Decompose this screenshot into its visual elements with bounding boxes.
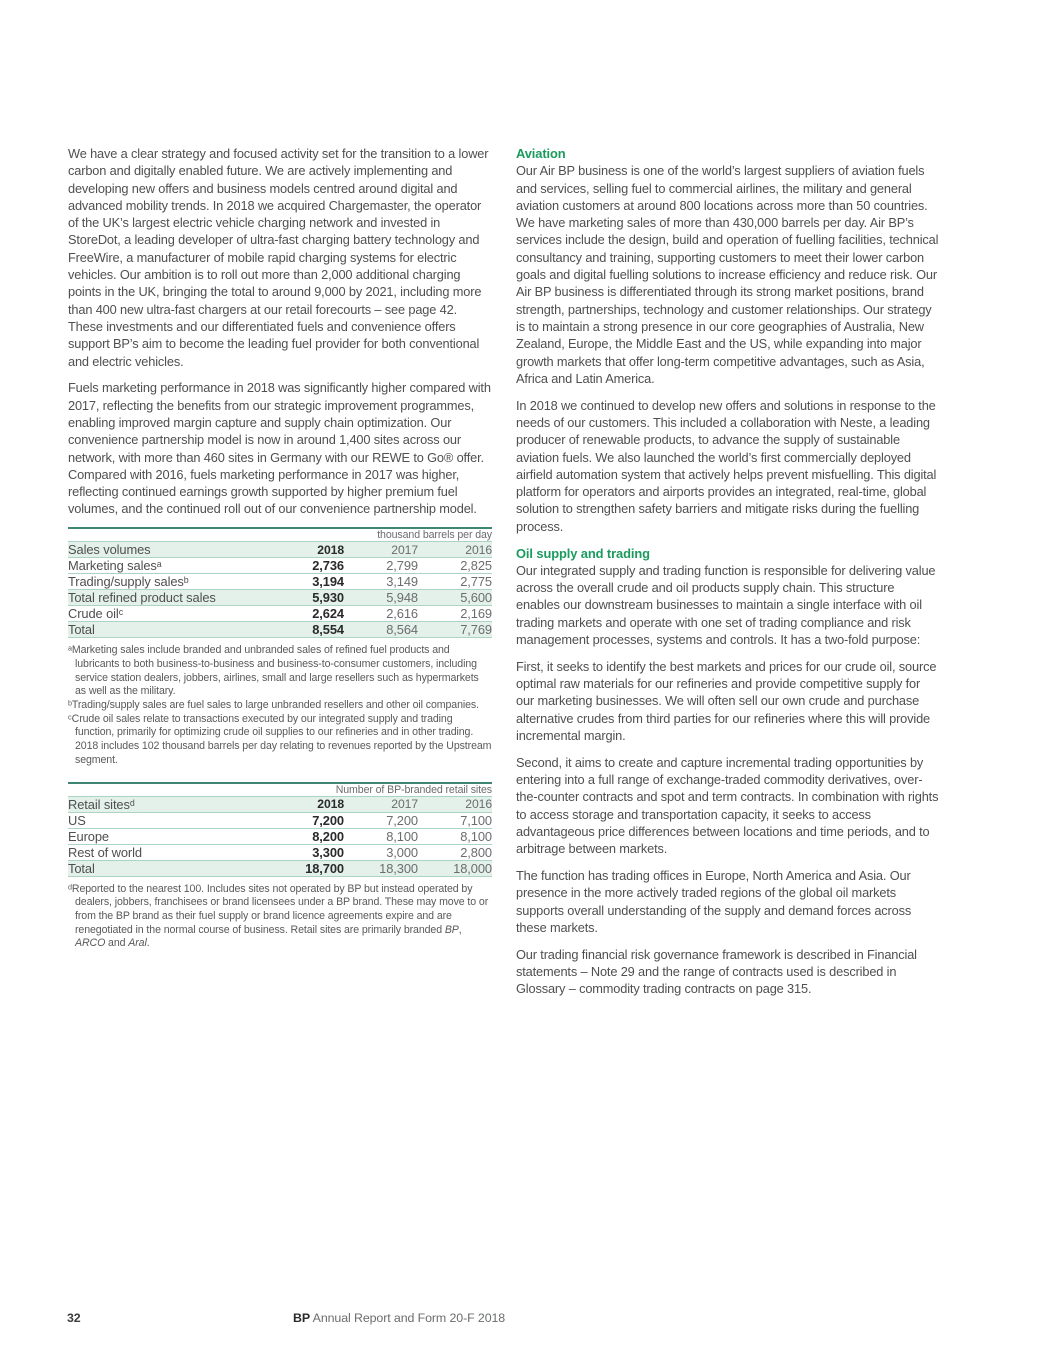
row-label: Total refined product sales	[68, 590, 254, 606]
value-2016: 8,100	[418, 828, 492, 844]
table-unit-row	[68, 783, 492, 797]
value-2017: 2,799	[344, 558, 418, 574]
report-title	[293, 1311, 505, 1325]
retail-table-footnotes	[68, 883, 492, 952]
value-2018: 3,194	[254, 574, 344, 590]
table-row-total	[68, 622, 492, 638]
row-label: Rest of world	[68, 844, 254, 860]
footnote-c	[68, 713, 492, 768]
table-row	[68, 844, 492, 860]
right-column	[516, 145, 940, 1007]
value-2016: 2,825	[418, 558, 492, 574]
footnote-text: Marketing sales include branded and unbranded sales of refined fuel products and lubricants to both business-to-business and business-to-consumer customers, including service station dealers, jobbers, airlines, small and large resellers such as hypermarkets as well as the military.	[71, 644, 479, 698]
row-label: US	[68, 812, 254, 828]
paragraph-fuels-marketing: Fuels marketing performance in 2018 was significantly higher compared with 2017, reflecting the benefits from our strategic improvement programmes, enabling improved margin capture and supply chain optimization. Our convenience partnership model is now in around 1,400 sites across our network, with more than 460 sites in Germany with our REWE to Go® offer. Compared with 2016, fuels marketing performance in 2017 was higher, reflecting continued earnings growth supported by higher premium fuel volumes, and the continued roll out of our convenience partnership model.	[68, 380, 491, 517]
year-header-2017: 2017	[344, 542, 418, 558]
retail-table-title: Retail sitesᵈ	[68, 796, 254, 812]
footnote-d: ᵈReported to the nearest 100. Includes sites not operated by BP but instead operated by dealers, jobbers, franchisees or brand licensees under a BP brand. These may move to or from the BP brand as their fuel supply or brand licence agreements expire and are renegotiated in the normal course of business. Retail sites are primarily branded BP, ARCO and Aral.	[68, 882, 489, 950]
footnote-marker: ᵇ	[68, 699, 72, 712]
table-row	[68, 812, 492, 828]
value-2016: 7,769	[418, 622, 492, 638]
footnote-marker: ᶜ	[68, 712, 72, 725]
value-2018: 8,554	[254, 622, 344, 638]
value-2017: 3,149	[344, 574, 418, 590]
footnote-text: Trading/supply sales are fuel sales to large unbranded resellers and other oil companies.	[71, 699, 479, 712]
value-2017: 7,200	[344, 812, 418, 828]
year-header-2018: 2018	[254, 542, 344, 558]
sales-table-unit-label: thousand barrels per day	[68, 528, 492, 542]
brand-name-italic: ARCO	[75, 937, 106, 950]
value-2017: 18,300	[344, 860, 418, 876]
year-header-2018: 2018	[254, 796, 344, 812]
retail-table-header-row	[68, 796, 492, 812]
table-row	[68, 558, 492, 574]
value-2016: 18,000	[418, 860, 492, 876]
sales-volumes-table	[68, 527, 492, 638]
value-2017: 3,000	[344, 844, 418, 860]
value-2018: 8,200	[254, 828, 344, 844]
sales-table-footnotes	[68, 644, 492, 767]
retail-table-unit-label: Number of BP-branded retail sites	[68, 783, 492, 797]
value-2017: 8,564	[344, 622, 418, 638]
footnote-marker: ᵈ	[68, 882, 72, 895]
paragraph-aviation-2: In 2018 we continued to develop new offers and solutions in response to the needs of our customers. This included a collaboration with Neste, a leading producer of renewable products, to advance the supply of sustainable aviation fuels. We also launched the world’s first commercially deployed airfield automation system that actively helps prevent misfuelling. This digital platform for operators and airports provides an integrated, real-time, global solution to strengthen safety barriers and mitigate risks during the fuelling process.	[516, 397, 937, 534]
footnote-b	[68, 699, 492, 713]
footnote-marker: ᵃ	[68, 644, 72, 657]
row-label: Total	[68, 622, 254, 638]
table-row	[68, 574, 492, 590]
footnote-text: Reported to the nearest 100. Includes sites not operated by BP but instead operated by dealers, jobbers, franchisees or brand licensees under a BP brand. These may move to or from the BP brand as their fuel supply or brand licence agreements expire and are renegotiated in the normal course of business. Retail sites are primarily branded	[71, 882, 489, 936]
sales-table-title: Sales volumes	[68, 542, 254, 558]
table-row-total	[68, 860, 492, 876]
page-number: 32	[67, 1311, 81, 1325]
row-label: Total	[68, 860, 254, 876]
value-2018: 7,200	[254, 812, 344, 828]
report-title-text: Annual Report and Form 20-F 2018	[310, 1311, 506, 1325]
value-2018: 2,736	[254, 558, 344, 574]
year-header-2016: 2016	[418, 796, 492, 812]
paragraph-oil-5: Our trading financial risk governance framework is described in Financial statements – Note 29 and the range of contracts used is described in Glossary – commodity trading contracts on page 315.	[516, 946, 917, 997]
value-2017: 5,948	[344, 590, 418, 606]
footnote-text: Crude oil sales relate to transactions executed by our integrated supply and trading function, primarily for optimizing crude oil supplies to our refineries and in other trading. 2018 includes 102 thousand barrels per day relating to revenues reported by the Upstream segment.	[71, 712, 492, 766]
brand-name-italic: BP	[444, 923, 459, 936]
year-header-2016: 2016	[418, 542, 492, 558]
section-heading-oil-supply-trading: Oil supply and trading	[516, 545, 650, 561]
year-header-2017: 2017	[344, 796, 418, 812]
paragraph-oil-1: Our integrated supply and trading function is responsible for delivering value across the overall crude and oil products supply chain. This structure enables our downstream businesses to maintain a single interface with oil trading markets and operate with one set of trading compliance and risk management processes, systems and controls. It has a two-fold purpose:	[516, 562, 936, 648]
row-label: Europe	[68, 828, 254, 844]
value-2016: 5,600	[418, 590, 492, 606]
value-2018: 2,624	[254, 606, 344, 622]
value-2017: 8,100	[344, 828, 418, 844]
table-row-subtotal	[68, 590, 492, 606]
paragraph-oil-2: First, it seeks to identify the best markets and prices for our crude oil, source optimal raw materials for our refineries and provide competitive supply for our marketing businesses. We will often sell our own crude and purchase alternative crudes from third parties for our refineries where this will provide incremental margin.	[516, 658, 937, 743]
section-heading-aviation: Aviation	[516, 146, 566, 161]
value-2018: 18,700	[254, 860, 344, 876]
sales-table-header-row	[68, 542, 492, 558]
paragraph-strategy: We have a clear strategy and focused activity set for the transition to a lower carbon and digitally enabled future. We are actively implementing and developing new offers and business models centred around digital and advanced mobility trends. In 2018 we acquired Chargemaster, the operator of the UK’s largest electric vehicle charging network and invested in StoreDot, a leading developer of ultra-fast charging battery technology and FreeWire, a manufacturer of mobile rapid charging systems for electric vehicles. Our ambition is to roll out more than 2,000 additional charging points in the UK, bringing the total to around 9,000 by 2021, including more than 400 new ultra-fast chargers at our retail forecourts – see page 42. These investments and our differentiated fuels and convenience offers support BP’s aim to become the leading fuel provider for both conventional and electric vehicles.	[68, 146, 489, 369]
value-2018: 3,300	[254, 844, 344, 860]
value-2016: 2,775	[418, 574, 492, 590]
footnote-a	[68, 644, 492, 699]
brand-bp: BP	[293, 1311, 311, 1325]
value-2018: 5,930	[254, 590, 344, 606]
paragraph-aviation-1: Our Air BP business is one of the world’s largest suppliers of aviation fuels and services, selling fuel to commercial airlines, the military and general aviation customers at around 800 locations across more than 50 countries. We have marketing sales of more than 430,000 barrels per day. Air BP’s services include the design, build and operation of fuelling facilities, technical consultancy and training, supporting customers to meet their lower carbon goals and digital fuelling solutions to increase efficiency and reduce risk. Our Air BP business is differentiated through its strong market positions, brand strength, partnerships, technology and customer relationships. Our strategy is to maintain a strong presence in our core geographies of Australia, New Zealand, Europe, the Middle East and the US, while expanding into major growth markets that offer long-term competitive advantages, such as Asia, Africa and Latin America.	[516, 163, 939, 386]
table-row	[68, 606, 492, 622]
table-row	[68, 828, 492, 844]
value-2016: 2,800	[418, 844, 492, 860]
left-column	[68, 145, 492, 965]
row-label: Marketing salesᵃ	[68, 558, 254, 574]
retail-sites-table	[68, 782, 492, 877]
brand-name-italic: Aral	[128, 937, 147, 950]
value-2017: 2,616	[344, 606, 418, 622]
paragraph-oil-4: The function has trading offices in Europe, North America and Asia. Our presence in the more actively traded regions of the global oil markets supports overall understanding of the supply and demand forces across these markets.	[516, 868, 912, 935]
row-label: Crude oilᶜ	[68, 606, 254, 622]
row-label: Trading/supply salesᵇ	[68, 574, 254, 590]
table-unit-row	[68, 528, 492, 542]
paragraph-oil-3: Second, it aims to create and capture incremental trading opportunities by entering into a full range of exchange-traded commodity derivatives, over-the-counter contracts and spot and term contracts. In combination with rights to access storage and transportation capacity, it seeks to access advantageous price differences between locations and time periods, and to arbitrage between markets.	[516, 754, 939, 857]
value-2016: 2,169	[418, 606, 492, 622]
value-2016: 7,100	[418, 812, 492, 828]
